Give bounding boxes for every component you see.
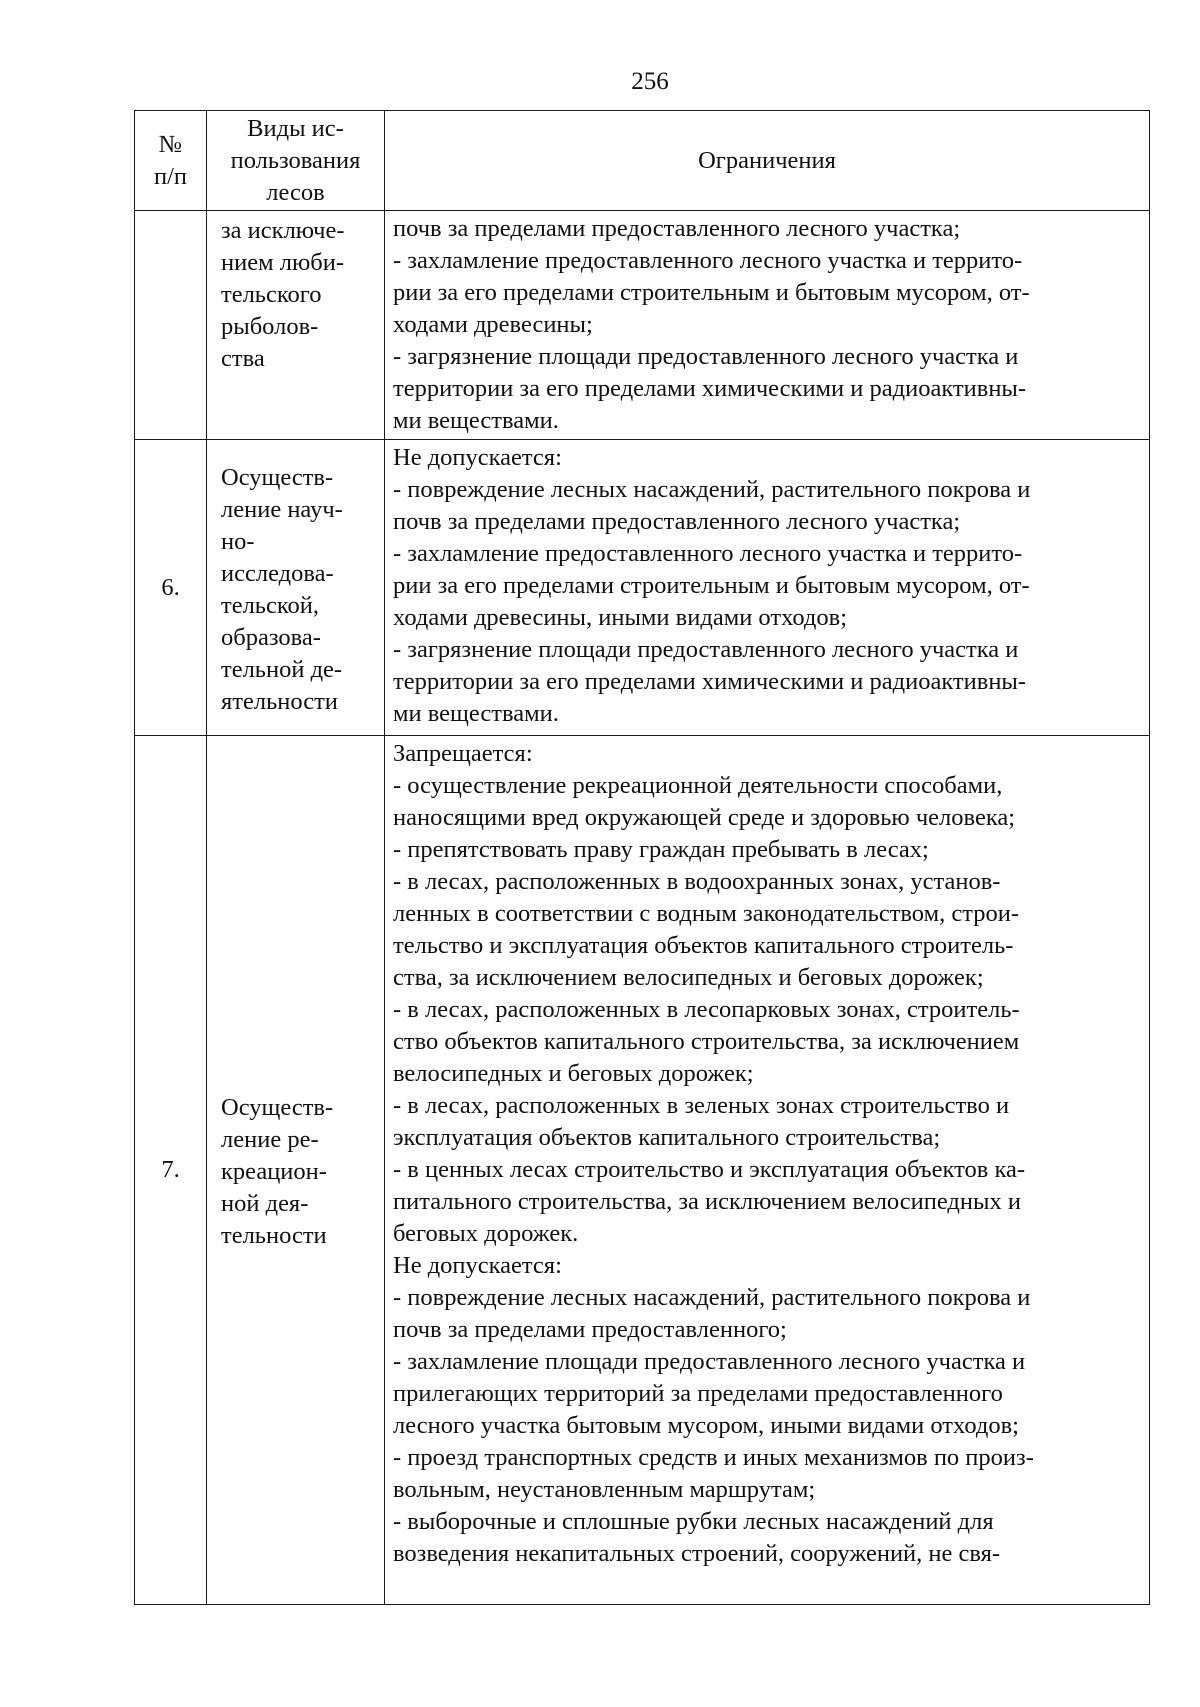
restriction-line: ми веществами. <box>393 700 559 727</box>
usage-type-line: исследова- <box>221 559 334 587</box>
restriction-line: - препятствовать праву граждан пребывать в лесах; <box>393 836 929 863</box>
restriction-line: - загрязнение площади предоставленного лесного участка и <box>393 636 1019 663</box>
restriction-line: питального строительства, за исключением велосипедных и <box>393 1188 1021 1215</box>
restriction-line: - в лесах, расположенных в лесопарковых зонах, строитель- <box>393 996 1020 1023</box>
restrictions-table <box>134 110 1150 1605</box>
usage-type-line: ной дея- <box>221 1190 309 1217</box>
restriction-line: - проезд транспортных средств и иных механизмов по произ- <box>393 1444 1034 1471</box>
usage-type-line: тельской, <box>221 591 319 619</box>
restriction-line: лесного участка бытовым мусором, иными видами отходов; <box>393 1412 1019 1439</box>
usage-type-line: ства <box>221 345 265 372</box>
restriction-line: прилегающих территорий за пределами предоставленного <box>393 1380 1003 1407</box>
table-row <box>135 736 1150 1605</box>
row-usage-type <box>207 211 385 440</box>
restriction-line: ство объектов капитального строительства, за исключением <box>393 1028 1020 1055</box>
restriction-line: рии за его пределами строительным и бытовым мусором, от- <box>393 279 1030 306</box>
table-header-row <box>135 111 1150 211</box>
restriction-line: - повреждение лесных насаждений, растительного покрова и <box>393 1284 1031 1311</box>
row-usage-type <box>207 440 385 736</box>
page-number: 256 <box>631 68 669 95</box>
table-row <box>135 211 1150 440</box>
restriction-line: почв за пределами предоставленного лесного участка; <box>393 508 961 535</box>
restriction-line: наносящими вред окружающей среде и здоровью человека; <box>393 804 1016 831</box>
restriction-line: эксплуатация объектов капитального строительства; <box>393 1124 941 1151</box>
header-number-line: п/п <box>153 162 188 190</box>
header-usage-line: пользования <box>230 146 361 174</box>
row-number: 6. <box>135 440 207 736</box>
restriction-line: - в лесах, расположенных в водоохранных зонах, установ- <box>393 868 1001 895</box>
row-usage-type <box>207 736 385 1605</box>
usage-type-line: ление науч- <box>221 495 343 523</box>
restriction-line: ми веществами. <box>393 407 559 434</box>
usage-type-line: ятельности <box>221 687 338 715</box>
header-number-line: № <box>158 130 183 158</box>
usage-type-line: тельной де- <box>221 655 343 683</box>
header-usage-line: лесов <box>266 178 325 206</box>
restriction-line: ходами древесины, иными видами отходов; <box>393 604 848 631</box>
row-restrictions <box>385 736 1150 1605</box>
restriction-line: - выборочные и сплошные рубки лесных насаждений для <box>393 1508 994 1535</box>
header-usage-line: Виды ис- <box>247 114 344 142</box>
usage-type-line: Осуществ- <box>221 1094 334 1121</box>
restriction-line: территории за его пределами химическими и радиоактивны- <box>393 668 1027 695</box>
header-restrictions: Ограничения <box>385 111 1150 211</box>
restriction-line: - повреждение лесных насаждений, растительного покрова и <box>393 476 1031 503</box>
restriction-line: Не допускается: <box>393 1252 562 1279</box>
restriction-line: беговых дорожек. <box>393 1220 579 1247</box>
usage-type-line: креацион- <box>221 1158 327 1185</box>
restriction-line: ленных в соответствии с водным законодательством, строи- <box>393 900 1019 927</box>
row-number: 7. <box>135 736 207 1605</box>
restriction-line: вольным, неустановленным маршрутам; <box>393 1476 816 1503</box>
table-row <box>135 440 1150 736</box>
restriction-line: ства, за исключением велосипедных и беговых дорожек; <box>393 964 984 991</box>
restriction-line: почв за пределами предоставленного лесного участка; <box>393 215 961 242</box>
usage-type-line: тельского <box>221 281 322 308</box>
restriction-line: - захламление предоставленного лесного участка и террито- <box>393 247 1023 274</box>
header-usage-type <box>207 111 385 211</box>
header-number <box>135 111 207 211</box>
restriction-line: ходами древесины; <box>393 311 593 338</box>
restriction-line: территории за его пределами химическими и радиоактивны- <box>393 375 1027 402</box>
restriction-line: - захламление предоставленного лесного участка и террито- <box>393 540 1023 567</box>
row-number <box>135 211 207 440</box>
restriction-line: возведения некапитальных строений, сооружений, не свя- <box>393 1540 1001 1567</box>
restriction-line: почв за пределами предоставленного; <box>393 1316 787 1343</box>
row-restrictions <box>385 440 1150 736</box>
usage-type-line: ление ре- <box>221 1126 319 1153</box>
restriction-line: тельство и эксплуатация объектов капитального строитель- <box>393 932 1014 959</box>
restriction-line: - осуществление рекреационной деятельности способами, <box>393 772 1003 799</box>
restriction-line: - в лесах, расположенных в зеленых зонах строительство и <box>393 1092 1010 1119</box>
usage-type-line: образова- <box>221 623 321 651</box>
restriction-line: Не допускается: <box>393 444 562 471</box>
usage-type-line: рыболов- <box>221 313 319 340</box>
usage-type-line: Осуществ- <box>221 463 334 491</box>
usage-type-line: но- <box>221 527 255 555</box>
restriction-line: - захламление площади предоставленного лесного участка и <box>393 1348 1026 1375</box>
restriction-line: Запрещается: <box>393 740 533 767</box>
restriction-line: рии за его пределами строительным и бытовым мусором, от- <box>393 572 1030 599</box>
usage-type-line: нием люби- <box>221 249 344 276</box>
restriction-line: - в ценных лесах строительство и эксплуатация объектов ка- <box>393 1156 1026 1183</box>
usage-type-line: за исключе- <box>221 217 345 244</box>
usage-type-line: тельности <box>221 1222 327 1249</box>
row-restrictions <box>385 211 1150 440</box>
restriction-line: велосипедных и беговых дорожек; <box>393 1060 754 1087</box>
restriction-line: - загрязнение площади предоставленного лесного участка и <box>393 343 1019 370</box>
